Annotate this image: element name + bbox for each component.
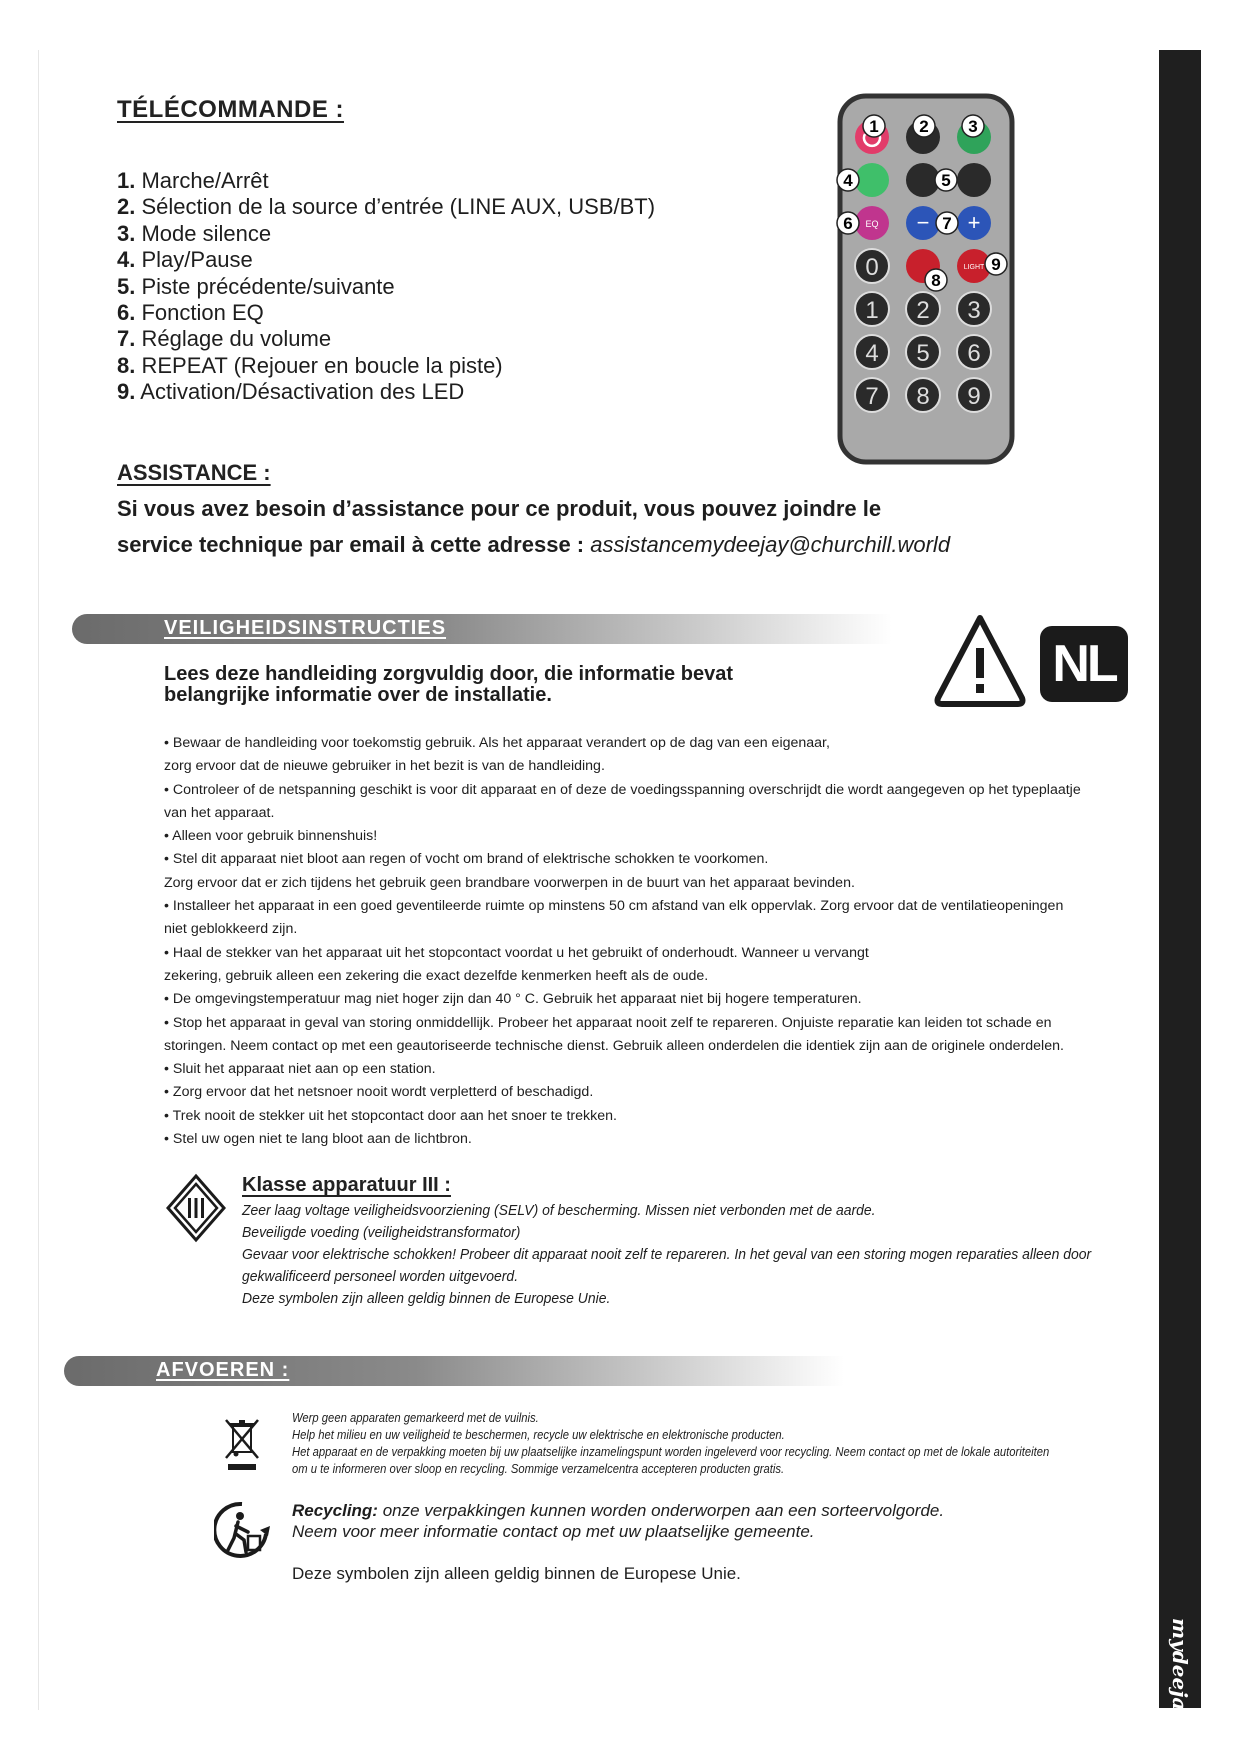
paragraph-line: • Haal de stekker van het apparaat uit het stopcontact voordat u het gebruikt of onderhoudt. Wanneer u vervangt (164, 944, 869, 961)
key-0-label: 0 (865, 254, 879, 281)
klasse-body (242, 1200, 1091, 1310)
paragraph-line: Het apparaat en de verpakking moeten bij uw plaatselijke inzamelingspunt worden ingeleverd voor recycling. Neem contact op met de lokale autoriteiten (292, 1445, 1050, 1459)
afvoeren-body (292, 1410, 1049, 1478)
remote-control-illustration (836, 92, 1016, 466)
paragraph-line: • Zorg ervoor dat het netsnoer nooit wordt verpletterd of beschadigd. (164, 1084, 594, 1101)
paragraph-line: om u te informeren over sloop en recycling. Sommige verzamelcentra accepteren producten gratis. (292, 1462, 785, 1476)
list-item: 8. REPEAT (Rejouer en boucle la piste) (117, 352, 503, 378)
assistance-email-link[interactable]: assistancemydeejay@churchill.world (590, 532, 951, 557)
list-item: 9. Activation/Désactivation des LED (117, 379, 465, 405)
light-label: LIGHT (963, 264, 985, 271)
nl-language-badge: NL (1040, 626, 1128, 702)
key-5-label: 5 (916, 340, 930, 367)
paragraph-line: Deze symbolen zijn alleen geldig binnen de Europese Unie. (242, 1290, 611, 1307)
paragraph-line: Zeer laag voltage veiligheidsvoorziening (SELV) of bescherming. Missen niet verbonden met de aarde. (242, 1202, 876, 1219)
paragraph-line: • Trek nooit de stekker uit het stopcontact door aan het snoer te trekken. (164, 1107, 617, 1124)
afvoeren-title: AFVOEREN : (156, 1359, 290, 1381)
callout-8-label: 8 (931, 271, 941, 290)
callout-5-label: 5 (941, 171, 951, 190)
paragraph-line: • Alleen voor gebruik binnenshuis! (164, 828, 378, 845)
assistance-title: ASSISTANCE : (117, 460, 271, 485)
paragraph-line: • Installeer het apparaat in een goed geventileerde ruimte op minstens 50 cm afstand van elk oppervlak. Zorg ervoor dat de ventilatieopeningen (164, 898, 1064, 915)
minus-label: − (916, 210, 930, 235)
list-item: 4. Play/Pause (117, 247, 253, 273)
key-2-label: 2 (916, 297, 930, 324)
paragraph-line: zekering, gebruik alleen een zekering die exact dezelfde kenmerken heeft als de oude. (164, 967, 709, 984)
recycling-line-2: Neem voor meer informatie contact op met uw plaatselijke gemeente. (292, 1522, 815, 1541)
telecommande-list (117, 168, 655, 406)
recycling-label: Recycling: (292, 1501, 378, 1520)
callout-6-label: 6 (843, 214, 853, 233)
paragraph-line: zorg ervoor dat de nieuwe gebruiker in het bezit is van de handleiding. (164, 758, 605, 775)
list-item: 2. Sélection de la source d’entrée (LINE AUX, USB/BT) (117, 194, 656, 220)
assistance-line-1: Si vous avez besoin d’assistance pour ce produit, vous pouvez joindre le (117, 496, 882, 521)
list-item: 7. Réglage du volume (117, 326, 332, 352)
assistance-line-2-text: service technique par email à cette adresse : (117, 532, 591, 557)
brand-side-bar (1159, 50, 1201, 1723)
plus-label: + (967, 210, 981, 235)
veiligheid-title: VEILIGHEIDSINSTRUCTIES (164, 617, 447, 639)
key-8-label: 8 (916, 383, 930, 410)
next-button-icon (957, 163, 991, 197)
key-1-label: 1 (865, 297, 879, 324)
key-7-label: 7 (865, 383, 879, 410)
assistance-line-2 (117, 532, 950, 558)
paragraph-line: niet geblokkeerd zijn. (164, 921, 298, 938)
telecommande-title: TÉLÉCOMMANDE : (117, 96, 344, 123)
key-9-label: 9 (967, 383, 981, 410)
paragraph-line: Zorg ervoor dat er zich tijdens het gebruik geen brandbare voorwerpen in de buurt van het apparaat bevinden. (164, 874, 855, 891)
play-pause-button-icon (855, 163, 889, 197)
paragraph-line: Gevaar voor elektrische schokken! Probeer dit apparaat nooit zelf te repareren. In het geval van een storing mogen reparaties alleen door (242, 1246, 1092, 1263)
paragraph-line: • Bewaar de handleiding voor toekomstig gebruik. Als het apparaat verandert op de dag van een eigenaar, (164, 735, 830, 751)
klasse-title: Klasse apparatuur III : (242, 1174, 451, 1196)
list-item: 3. Mode silence (117, 220, 272, 246)
paragraph-line: Help het milieu en uw veiligheid te beschermen, recycle uw elektrische en elektronische producten. (292, 1428, 785, 1442)
paragraph-line: • Sluit het apparaat niet aan op een station. (164, 1061, 436, 1078)
callout-2-label: 2 (919, 117, 929, 136)
veiligheid-body (164, 732, 1154, 1151)
recycling-person-icon (214, 1500, 270, 1560)
paragraph-line: • Stel dit apparaat niet bloot aan regen of vocht om brand of elektrische schokken te voorkomen. (164, 851, 769, 868)
crossed-bin-icon (222, 1416, 262, 1472)
recycling-line-1 (292, 1500, 944, 1521)
key-4-label: 4 (865, 340, 879, 367)
paragraph-line: storingen. Neem contact op met een geautoriseerde technische dienst. Gebruik alleen onderdelen die identiek zijn aan de originele onderdelen. (164, 1037, 1064, 1054)
veiligheid-section-band (72, 614, 892, 644)
paragraph-line: • Stel uw ogen niet te lang bloot aan de lichtbron. (164, 1131, 472, 1148)
eq-label: EQ (865, 219, 879, 229)
list-item: 6. Fonction EQ (117, 300, 264, 326)
paragraph-line: Werp geen apparaten gemarkeerd met de vuilnis. (292, 1411, 539, 1425)
afvoeren-footer: Deze symbolen zijn alleen geldig binnen de Europese Unie. (292, 1564, 741, 1583)
warning-triangle-icon (934, 612, 1026, 708)
paragraph-line: • De omgevingstemperatuur mag niet hoger zijn dan 40 ° C. Gebruik het apparaat niet bij hogere temperaturen. (164, 991, 862, 1008)
paragraph-line: gekwalificeerd personeel worden uitgevoerd. (242, 1268, 519, 1285)
class-iii-diamond-icon (164, 1172, 228, 1244)
list-item: 5. Piste précédente/suivante (117, 273, 395, 299)
callout-7-label: 7 (942, 214, 952, 233)
key-6-label: 6 (967, 340, 981, 367)
callout-9-label: 9 (991, 255, 1001, 274)
paragraph-line: • Controleer of de netspanning geschikt is voor dit apparaat en of deze de voedingsspanning overschrijdt die wordt aangegeven op het typeplaatje (164, 781, 1081, 798)
recycling-text: onze verpakkingen kunnen worden onderworpen aan een sorteervolgorde. (377, 1501, 945, 1520)
list-item: 1. Marche/Arrêt (117, 168, 269, 193)
callout-3-label: 3 (968, 117, 978, 136)
veiligheid-intro: Lees deze handleiding zorgvuldig door, die informatie bevat belangrijke informatie over de installatie. (164, 663, 733, 706)
callout-1-label: 1 (869, 117, 879, 136)
paragraph-line: Beveiligde voeding (veiligheidstransformator) (242, 1224, 521, 1241)
brand-logo: mydeejay (1168, 1617, 1192, 1723)
page-left-rule (38, 50, 39, 1710)
afvoeren-section-band (64, 1356, 844, 1386)
paragraph-line: • Stop het apparaat in geval van storing onmiddellijk. Probeer het apparaat nooit zelf te repareren. Onjuiste reparatie kan leiden tot schade en (164, 1014, 1052, 1031)
paragraph-line: van het apparaat. (164, 804, 275, 821)
key-3-label: 3 (967, 297, 981, 324)
recycling-block (292, 1500, 944, 1542)
callout-4-label: 4 (843, 171, 853, 190)
